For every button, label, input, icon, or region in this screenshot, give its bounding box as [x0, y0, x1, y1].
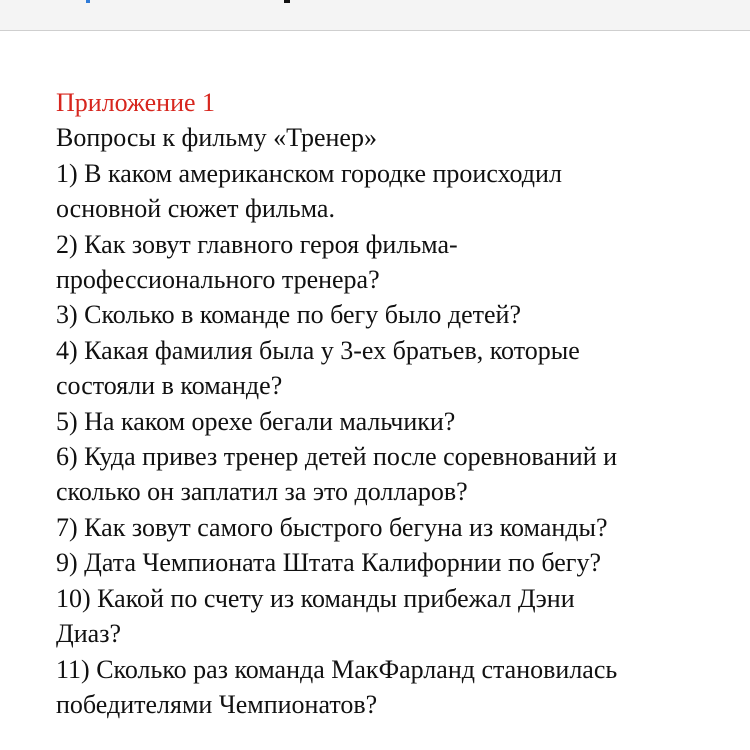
question-line: 6) Куда привез тренер детей после соревнований и — [56, 442, 618, 472]
question-item-2 — [56, 227, 736, 298]
question-line: состояли в команде? — [56, 371, 283, 401]
toolbar-fragment-dark — [284, 0, 290, 3]
question-item-11 — [56, 652, 736, 723]
question-line: 4) Какая фамилия была у 3-ех братьев, которые — [56, 335, 580, 365]
question-line: Диаз? — [56, 619, 121, 649]
question-line: 11) Сколько раз команда МакФарланд становилась — [56, 654, 618, 684]
question-item-5 — [56, 404, 736, 439]
question-item-6 — [56, 439, 736, 510]
appendix-title: Приложение 1 — [56, 88, 216, 117]
question-line: победителями Чемпионатов? — [56, 689, 378, 719]
question-line: основной сюжет фильма. — [56, 194, 335, 224]
question-line: 5) На каком орехе бегали мальчики? — [56, 406, 456, 436]
question-item-9 — [56, 545, 736, 580]
question-item-7 — [56, 510, 736, 545]
top-toolbar — [0, 0, 750, 31]
question-item-1 — [56, 156, 736, 227]
question-item-4 — [56, 333, 736, 404]
question-item-3 — [56, 297, 736, 332]
section-title: Вопросы к фильму «Тренер» — [56, 123, 377, 153]
question-item-10 — [56, 581, 736, 652]
question-line: 10) Какой по счету из команды прибежал Дэни — [56, 583, 575, 613]
question-line: 1) В каком американском городке происходил — [56, 158, 562, 188]
toolbar-fragment-blue — [86, 0, 90, 3]
question-line: 2) Как зовут главного героя фильма- — [56, 229, 458, 259]
question-line: сколько он заплатил за это долларов? — [56, 477, 468, 507]
document-body — [56, 85, 736, 722]
question-line: профессионального тренера? — [56, 265, 380, 295]
question-line: 7) Как зовут самого быстрого бегуна из команды? — [56, 512, 608, 542]
question-line: 3) Сколько в команде по бегу было детей? — [56, 300, 522, 330]
question-line: 9) Дата Чемпионата Штата Калифорнии по бегу? — [56, 548, 601, 578]
